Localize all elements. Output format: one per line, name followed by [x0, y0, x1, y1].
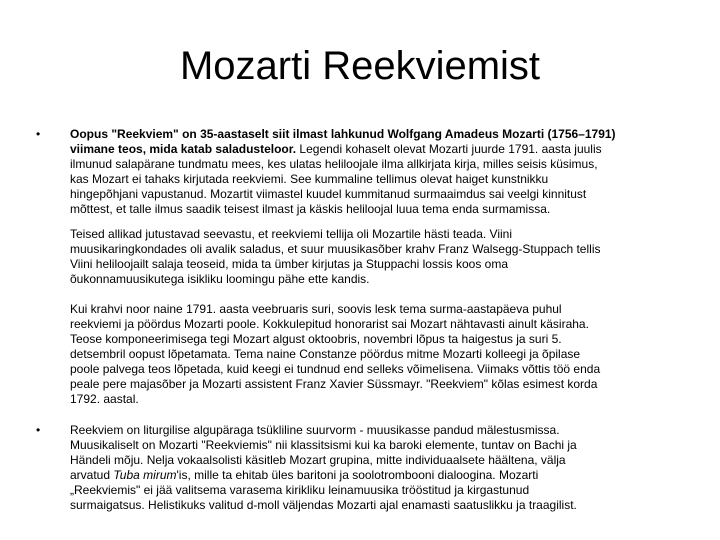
paragraph-4 [70, 423, 577, 513]
p3-line: peale pere majasõber ja Mozarti assistent Franz Xavier Süssmayr. "Reekviem" kõlas esimest korda [70, 377, 598, 391]
p3-line: poole palvega teos lõpetada, kuid keegi ei tundnud end selleks võimelisena. Viimaks võttis töö enda [70, 362, 601, 376]
p4-italic-title: Tuba mirum [113, 468, 177, 482]
p3-line: reekviemi ja pöördus Mozarti poole. Kokkulepitud honorarist sai Mozart nähtavasti ainult käsiraha. [70, 317, 589, 331]
p4-line: Händeli mõju. Nelja vokaalsolisti käsitleb Mozart grupina, mitte individuaalsete häältena, välja [70, 453, 566, 467]
p2-line: muusikaringkondades oli avalik saladus, et suur muusikasõber krahv Franz Walsegg-Stuppach tellis [70, 242, 601, 256]
p4-line: „Reekviemis" ei jää valitsema varasema kirikliku leinamuusika trööstitud ja kirgastunud [70, 483, 530, 497]
paragraph-3 [70, 302, 600, 407]
p1-line: hingepõhjani vapustanud. Mozartit viimastel kuudel kummitanud surmaaimdus sai veelgi kinnitust [70, 187, 587, 201]
p3-line: Teose komponeerimisega tegi Mozart algust oktoobris, novembri lõpus ta haigestus ja suri 5. [70, 332, 562, 346]
p1-bold-text: viimane teos, mida katab saladusteloor. [70, 142, 297, 156]
slide-title: Mozarti Reekviemist [179, 44, 541, 88]
bullet-1: • [36, 127, 41, 141]
p3-line: detsembril oopust lõpetamata. Tema naine Constanze pöördus mitme Mozarti kolleegi ja õpilase [70, 347, 581, 361]
p1-line [70, 142, 616, 157]
p1-line: ilmunud salapärane tundmatu mees, kes ulatas heliloojale ilma allkirjata kirja, milles seisis küsimus, [70, 157, 598, 171]
p3-line: 1792. aastal. [70, 392, 139, 406]
p2-line: õukonnamuusikutega isikliku loomingu pähe ette kandis. [70, 272, 370, 286]
p1-text: Legendi kohaselt olevat Mozarti juurde 1791. aasta juulis [296, 142, 602, 156]
p4-line: Reekviem on liturgilise algupäraga tsükliline suurvorm - muusikasse pandud mälestusmissa. [70, 423, 560, 437]
paragraph-2 [70, 227, 600, 287]
p4-line [70, 468, 577, 483]
p1-line: mõttest, et talle ilmus saadik teisest ilmast ja käskis heliloojal luua tema enda surmamissa. [70, 202, 551, 216]
p4-text: 'is, mille ta ehitab üles baritoni ja soolotrombooni dialoogina. Mozarti [176, 468, 539, 482]
p1-line: kas Mozart ei tahaks kirjutada reekviemi. See kummaline tellimus olevat haiget kunstnikku [70, 172, 549, 186]
bullet-2: • [36, 423, 41, 437]
p2-line: Viini heliloojailt salaja teoseid, mida ta ümber kirjutas ja Stuppachi lossis koos oma [70, 257, 508, 271]
p4-line: surmaigatsus. Helistikuks valitud d-moll väljendas Mozarti ajal enamasti saatuslikku ja traagilist. [70, 498, 577, 512]
p3-line: Kui krahvi noor naine 1791. aasta veebruaris suri, soovis lesk tema surma-aastapäeva puhul [70, 302, 562, 316]
paragraph-1 [70, 127, 616, 217]
p1-line: Oopus "Reekviem" on 35-aastaselt siit ilmast lahkunud Wolfgang Amadeus Mozarti (1756–1791) [70, 127, 616, 141]
p4-text: arvatud [70, 468, 114, 482]
p4-line: Muusikaliselt on Mozarti "Reekviemis" nii klassitsismi kui ka baroki elemente, tuntav on Bachi ja [70, 438, 577, 452]
p2-line: Teised allikad jutustavad seevastu, et reekviemi tellija oli Mozartile hästi teada. Viini [70, 227, 513, 241]
